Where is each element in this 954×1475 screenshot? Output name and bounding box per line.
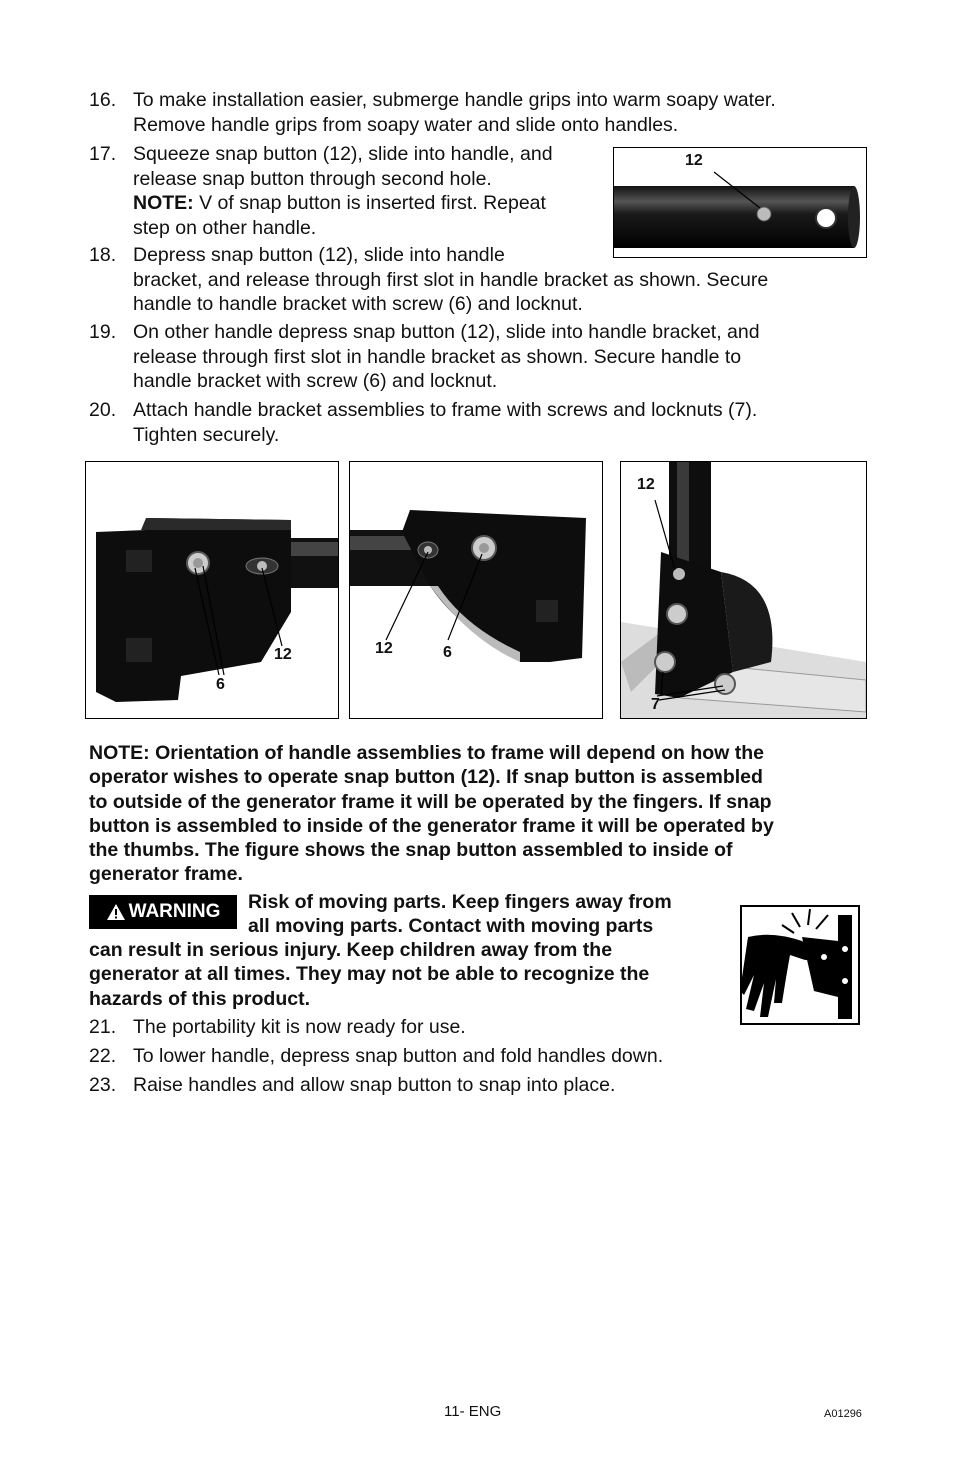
bracket-photo-2	[349, 461, 603, 719]
bracket-illustration	[350, 462, 602, 718]
page-number: 11- ENG	[444, 1403, 502, 1420]
bracket-illustration	[86, 462, 338, 718]
step-line	[133, 191, 613, 216]
step-line: bracket, and release through first slot in handle bracket as shown. Secure	[133, 268, 769, 291]
step-line: handle to handle bracket with screw (6) and locknut.	[133, 293, 583, 315]
warning-line: can result in serious injury. Keep children away from the	[89, 939, 613, 961]
step-line: To lower handle, depress snap button and fold handles down.	[133, 1045, 664, 1067]
step-line: To make installation easier, submerge handle grips into warm soapy water.	[133, 89, 776, 111]
warning-triangle-icon	[106, 903, 126, 921]
step-line: Attach handle bracket assemblies to frame with screws and locknuts (7).	[133, 399, 758, 421]
note-line: operator wishes to operate snap button (12). If snap button is assembled	[89, 766, 763, 789]
warning-line: Risk of moving parts. Keep fingers away from	[248, 891, 672, 913]
callout-label: 7	[651, 696, 660, 713]
step-number: 16.	[89, 89, 117, 111]
warning-line: generator at all times. They may not be able to recognize the	[89, 963, 650, 986]
frame-illustration	[621, 462, 866, 718]
step-line: release snap button through second hole.	[133, 167, 492, 190]
note-line: to outside of the generator frame it will be operated by the fingers. If snap	[89, 790, 772, 813]
bracket-photo-1	[85, 461, 339, 719]
snap-button-photo	[613, 147, 867, 258]
step-line: step on other handle.	[133, 216, 317, 239]
warning-line: hazards of this product.	[89, 987, 311, 1010]
callout-label: 12	[375, 640, 393, 657]
callout-label: 12	[685, 152, 703, 169]
orientation-note	[89, 741, 869, 887]
warning-text-bottom	[89, 938, 729, 1011]
note-line: generator frame.	[89, 863, 243, 886]
step-number: 22.	[89, 1045, 117, 1067]
step-line: Raise handles and allow snap button to snap into place.	[133, 1074, 616, 1096]
warning-label: WARNING	[128, 901, 221, 922]
hand-pinch-hazard-icon	[740, 905, 860, 1025]
step-number: 23.	[89, 1074, 117, 1096]
callout-label: 12	[637, 476, 655, 493]
callout-label: 6	[443, 644, 452, 661]
step-number: 18.	[89, 244, 117, 266]
note-line: the thumbs. The figure shows the snap button assembled to inside of	[89, 839, 733, 862]
warning-badge	[89, 895, 237, 929]
step-number: 20.	[89, 399, 117, 421]
step-line: On other handle depress snap button (12), slide into handle bracket, and	[133, 321, 760, 343]
warning-text-top	[248, 890, 728, 939]
step-number: 19.	[89, 321, 117, 343]
step-line: handle bracket with screw (6) and locknut.	[133, 370, 498, 392]
callout-label: 6	[216, 676, 225, 693]
frame-photo	[620, 461, 867, 719]
step-line: Remove handle grips from soapy water and slide onto handles.	[133, 113, 679, 136]
step-line: The portability kit is now ready for use.	[133, 1016, 466, 1038]
step-number: 17.	[89, 143, 117, 165]
step-number: 21.	[89, 1016, 117, 1038]
handle-tube-illustration	[614, 148, 866, 257]
step-line: Squeeze snap button (12), slide into handle, and	[133, 143, 553, 165]
callout-label: 12	[274, 646, 292, 663]
step-line: Depress snap button (12), slide into handle	[133, 244, 505, 266]
note-line: button is assembled to inside of the generator frame it will be operated by	[89, 814, 774, 837]
step-line: Tighten securely.	[133, 423, 280, 446]
note-text: V of snap button is inserted first. Repeat	[193, 192, 546, 214]
step-line: release through first slot in handle bracket as shown. Secure handle to	[133, 345, 742, 368]
warning-line: all moving parts. Contact with moving parts	[248, 915, 654, 938]
document-code: A01296	[824, 1408, 862, 1420]
note-line: NOTE: Orientation of handle assemblies to frame will depend on how the	[89, 742, 764, 764]
note-label: NOTE:	[133, 192, 194, 214]
